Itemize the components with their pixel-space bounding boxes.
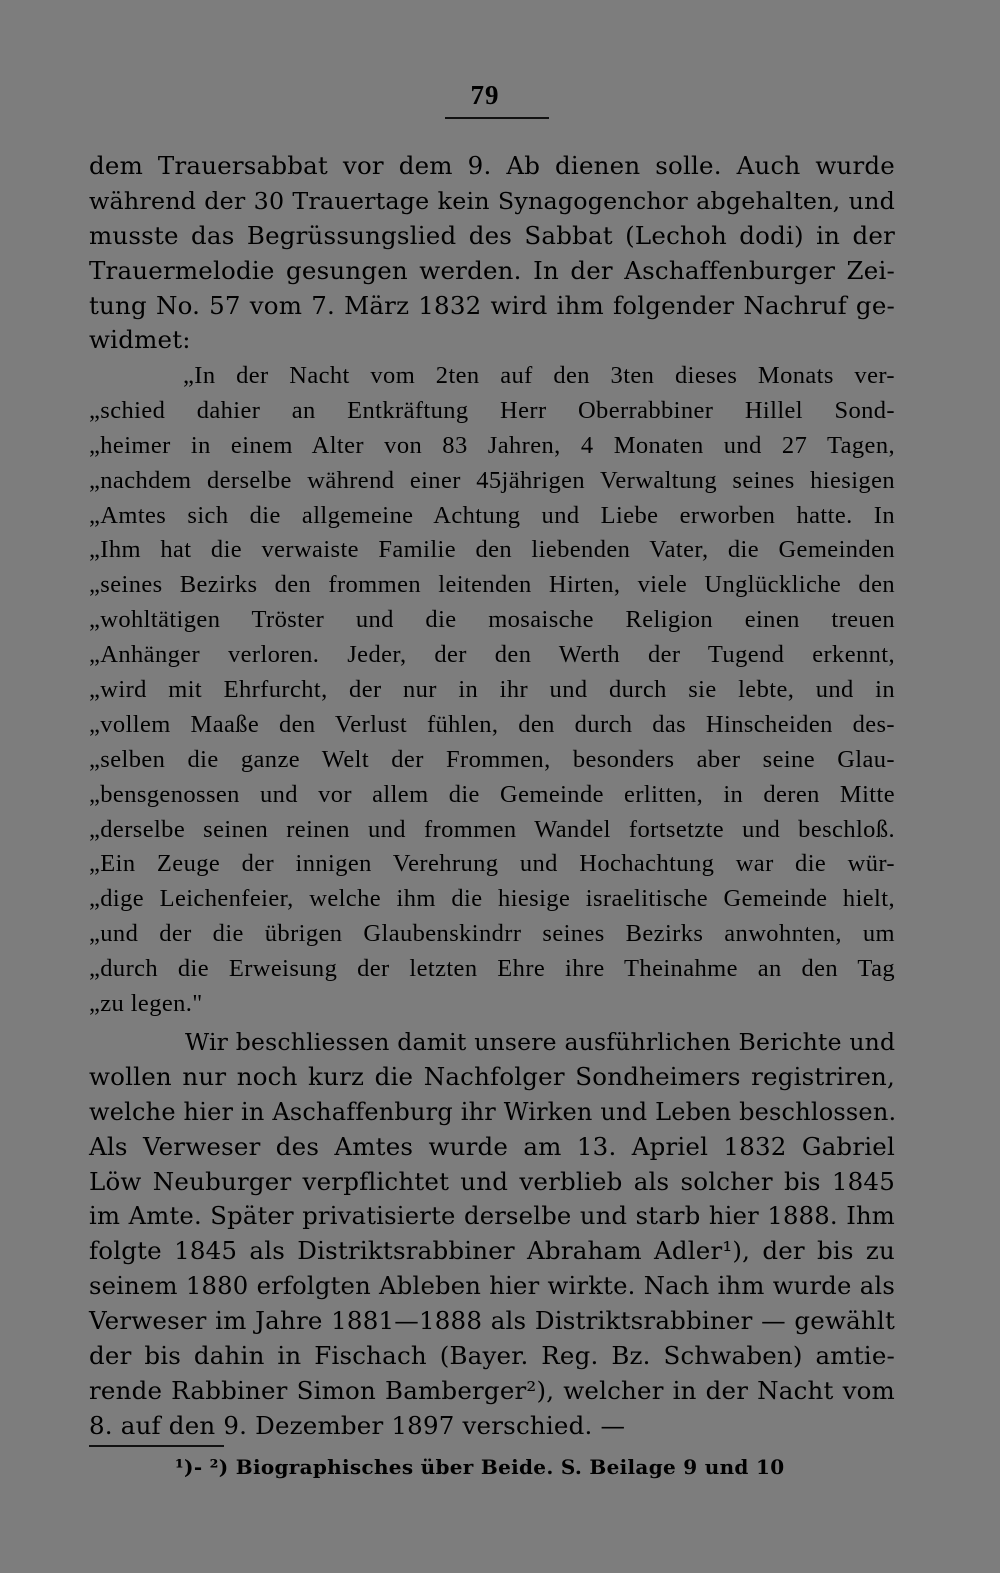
quote-line: „schied dahier an Entkräftung Herr Oberrabbiner Hillel Sond- xyxy=(89,396,895,424)
quote-line: „nachdem derselbe während einer 45jährigen Verwaltung seines hiesigen xyxy=(89,466,895,494)
text-line: der bis dahin in Fischach (Bayer. Reg. Bz. Schwaben) amtie- xyxy=(89,1341,895,1371)
text-line: im Amte. Später privatisierte derselbe und starb hier 1888. Ihm xyxy=(89,1201,895,1231)
quote-line: „vollem Maaße den Verlust fühlen, den durch das Hinscheiden des- xyxy=(89,710,895,738)
text-line: rende Rabbiner Simon Bamberger²), welcher in der Nacht vom xyxy=(89,1375,895,1405)
footnote-rule xyxy=(89,1445,224,1447)
text-line: widmet: xyxy=(89,325,191,355)
text-line: welche hier in Aschaffenburg ihr Wirken und Leben beschlossen. xyxy=(89,1097,897,1126)
closing-paragraph xyxy=(89,1025,895,1444)
text-line: Als Verweser des Amtes wurde am 13. Apriel 1832 Gabriel xyxy=(89,1131,895,1161)
text-line: musste das Begrüssungslied des Sabbat (Lechoh dodi) in der xyxy=(89,220,895,250)
quote-line: „Ein Zeuge der innigen Verehrung und Hochachtung war die wür- xyxy=(89,850,895,878)
page-number: 79 xyxy=(470,80,500,110)
quote-line: „selben die ganze Welt der Frommen, besonders aber seine Glau- xyxy=(89,745,895,773)
obituary-quote xyxy=(89,359,895,1022)
text-line: Löw Neuburger verpflichtet und verblieb als solcher bis 1845 xyxy=(89,1166,895,1196)
text-line: während der 30 Trauertage kein Synagogenchor abgehalten, und xyxy=(89,186,895,215)
quote-line: „durch die Erweisung der letzten Ehre ihre Theinahme an den Tag xyxy=(89,955,895,983)
text-line: dem Trauersabbat vor dem 9. Ab dienen solle. Auch wurde xyxy=(89,151,895,180)
quote-line: „wohltätigen Tröster und die mosaische Religion einen treuen xyxy=(89,606,895,634)
quote-line: „und der die übrigen Glaubenskindrr seines Bezirks anwohnten, um xyxy=(89,920,895,948)
quote-line: „derselbe seinen reinen und frommen Wandel fortsetzte und beschloß. xyxy=(89,815,895,843)
text-line: wollen nur noch kurz die Nachfolger Sondheimers registriren, xyxy=(89,1061,895,1091)
footnote: ¹)- ²) Biographisches über Beide. S. Beilage 9 und 10 xyxy=(175,1455,785,1479)
quote-line: „wird mit Ehrfurcht, der nur in ihr und durch sie lebte, und in xyxy=(89,676,895,704)
quote-line: „dige Leichenfeier, welche ihm die hiesige israelitische Gemeinde hielt, xyxy=(89,885,895,913)
quote-line: „zu legen." xyxy=(89,990,203,1018)
text-line: tung No. 57 vom 7. März 1832 wird ihm folgender Nachruf ge- xyxy=(89,290,895,320)
quote-line: „seines Bezirks den frommen leitenden Hirten, viele Unglückliche den xyxy=(89,571,895,599)
quote-line: „Amtes sich die allgemeine Achtung und Liebe erworben hatte. In xyxy=(89,501,895,529)
quote-line: „In der Nacht vom 2ten auf den 3ten dieses Monats ver- xyxy=(183,362,895,389)
quote-line: „Anhänger verloren. Jeder, der den Werth der Tugend erkennt, xyxy=(89,641,895,669)
quote-line: „Ihm hat die verwaiste Familie den liebenden Vater, die Gemeinden xyxy=(89,536,895,564)
page-number-rule xyxy=(445,117,549,119)
text-line: Verweser im Jahre 1881—1888 als Distriktsrabbiner — gewählt xyxy=(89,1306,895,1336)
text-line: 8. auf den 9. Dezember 1897 verschied. — xyxy=(89,1410,626,1440)
text-line: seinem 1880 erfolgten Ableben hier wirkte. Nach ihm wurde als xyxy=(89,1271,895,1301)
quote-line: „heimer in einem Alter von 83 Jahren, 4 Monaten und 27 Tagen, xyxy=(89,431,895,459)
text-line: Wir beschliessen damit unsere ausführlichen Berichte und xyxy=(185,1028,896,1056)
text-line: folgte 1845 als Distriktsrabbiner Abraham Adler¹), der bis zu xyxy=(89,1236,895,1266)
quote-line: „bensgenossen und vor allem die Gemeinde erlitten, in deren Mitte xyxy=(89,780,895,808)
text-line: Trauermelodie gesungen werden. In der Aschaffenburger Zei- xyxy=(89,255,895,285)
intro-paragraph xyxy=(89,149,895,358)
